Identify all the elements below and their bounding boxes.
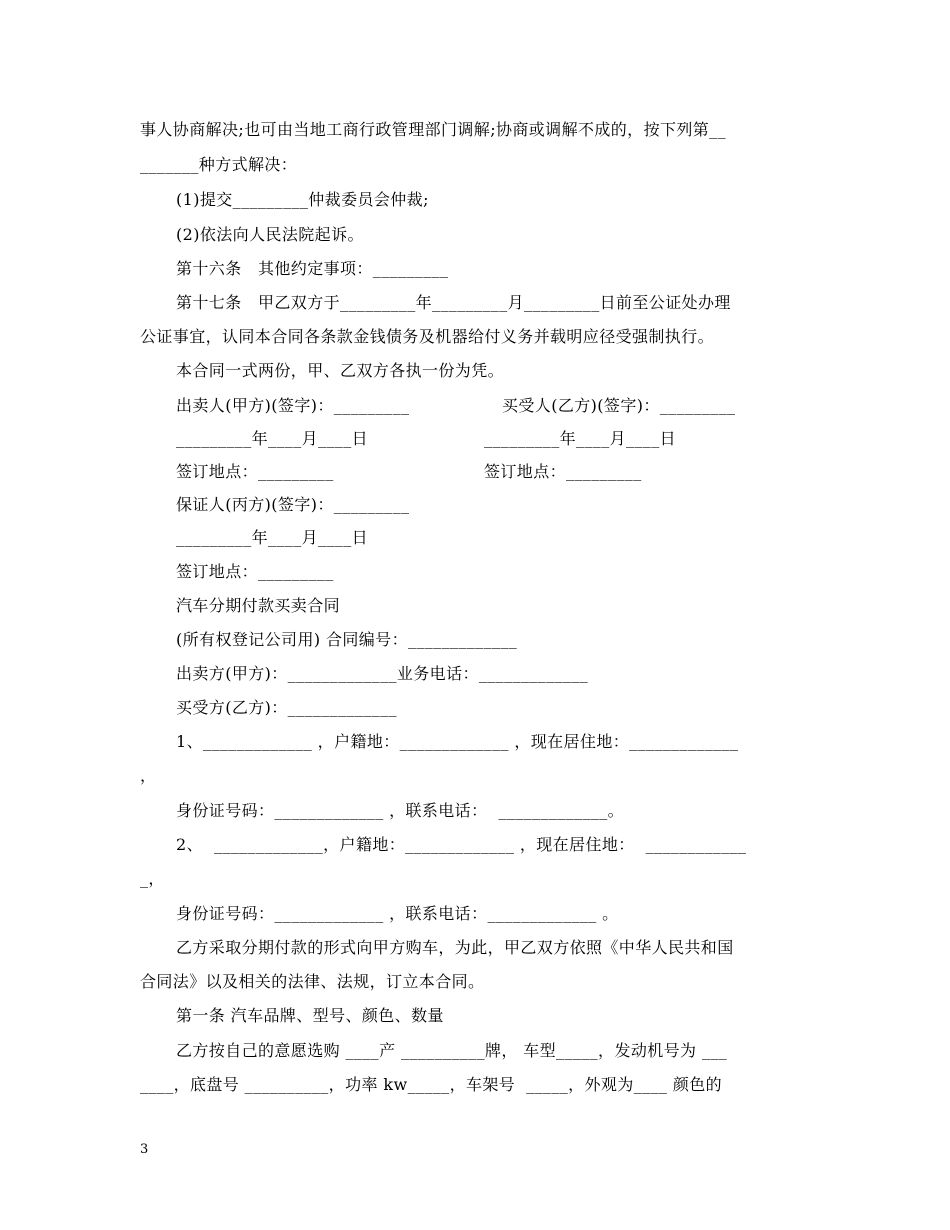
text-line: 出卖人(甲方)(签字)：_________ [176,396,410,415]
text-line: 合同法》以及相关的法律、法规，订立本合同。 [140,972,485,991]
text-line: 保证人(丙方)(签字)：_________ [176,495,410,514]
text-line: 买受人(乙方)(签字)：_________ [502,396,736,415]
text-line: (1)提交_________仲裁委员会仲裁; [176,190,429,209]
text-line: 2、 _____________，户籍地：_____________ ，现在居住地： ____________ [176,835,747,854]
text-line: 身份证号码：_____________ ，联系电话： _____________。 [176,801,625,820]
text-line: 1、_____________ ，户籍地：_____________ ，现在居住地：_____________ [176,732,739,751]
text-line: 签订地点：_________ [176,562,334,581]
text-line: ____，底盘号 __________，功率 kw_____，车架号 _____，外观为____ 颜色的 [140,1075,723,1094]
text-line: 本合同一式两份，甲、乙双方各执一份为凭。 [176,361,505,380]
text-line: _______种方式解决： [140,155,298,174]
page-number: 3 [140,1142,149,1157]
text-line: 事人协商解决;也可由当地工商行政管理部门调解;协商或调解不成的，按下列第__ [140,120,726,139]
text-line: 签订地点：_________ [484,462,642,481]
text-line: ， [140,766,157,785]
text-line: _， [140,869,165,888]
text-line: 第十六条 其他约定事项：_________ [176,259,449,278]
text-line: _________年____月____日 [176,528,368,547]
text-line: 签订地点：_________ [176,462,334,481]
text-line: 公证事宜，认同本合同各条款金钱债务及机器给付义务并载明应径受强制执行。 [140,327,715,346]
text-line: 第十七条 甲乙双方于_________年_________月_________日前至公证处办理 [176,293,731,312]
text-line: 买受方(乙方)：_____________ [176,698,397,717]
text-line: 出卖方(甲方)：_____________业务电话：_____________ [176,664,589,683]
text-line: 身份证号码：_____________ ，联系电话：_____________ 。 [176,904,619,923]
text-line: 乙方采取分期付款的形式向甲方购车，为此，甲乙双方依照《中华人民共和国 [176,938,734,957]
text-line: _________年____月____日 [484,429,676,448]
text-line: 第一条 汽车品牌、型号、颜色、数量 [176,1006,444,1025]
text-line: 乙方按自己的意愿选购 ____产 __________牌， 车型_____，发动机号为 ___ [176,1041,728,1060]
text-line: (所有权登记公司用) 合同编号：_____________ [176,630,518,649]
text-line: _________年____月____日 [176,429,368,448]
text-line: (2)依法向人民法院起诉。 [176,225,364,244]
text-line: 汽车分期付款买卖合同 [176,596,341,615]
